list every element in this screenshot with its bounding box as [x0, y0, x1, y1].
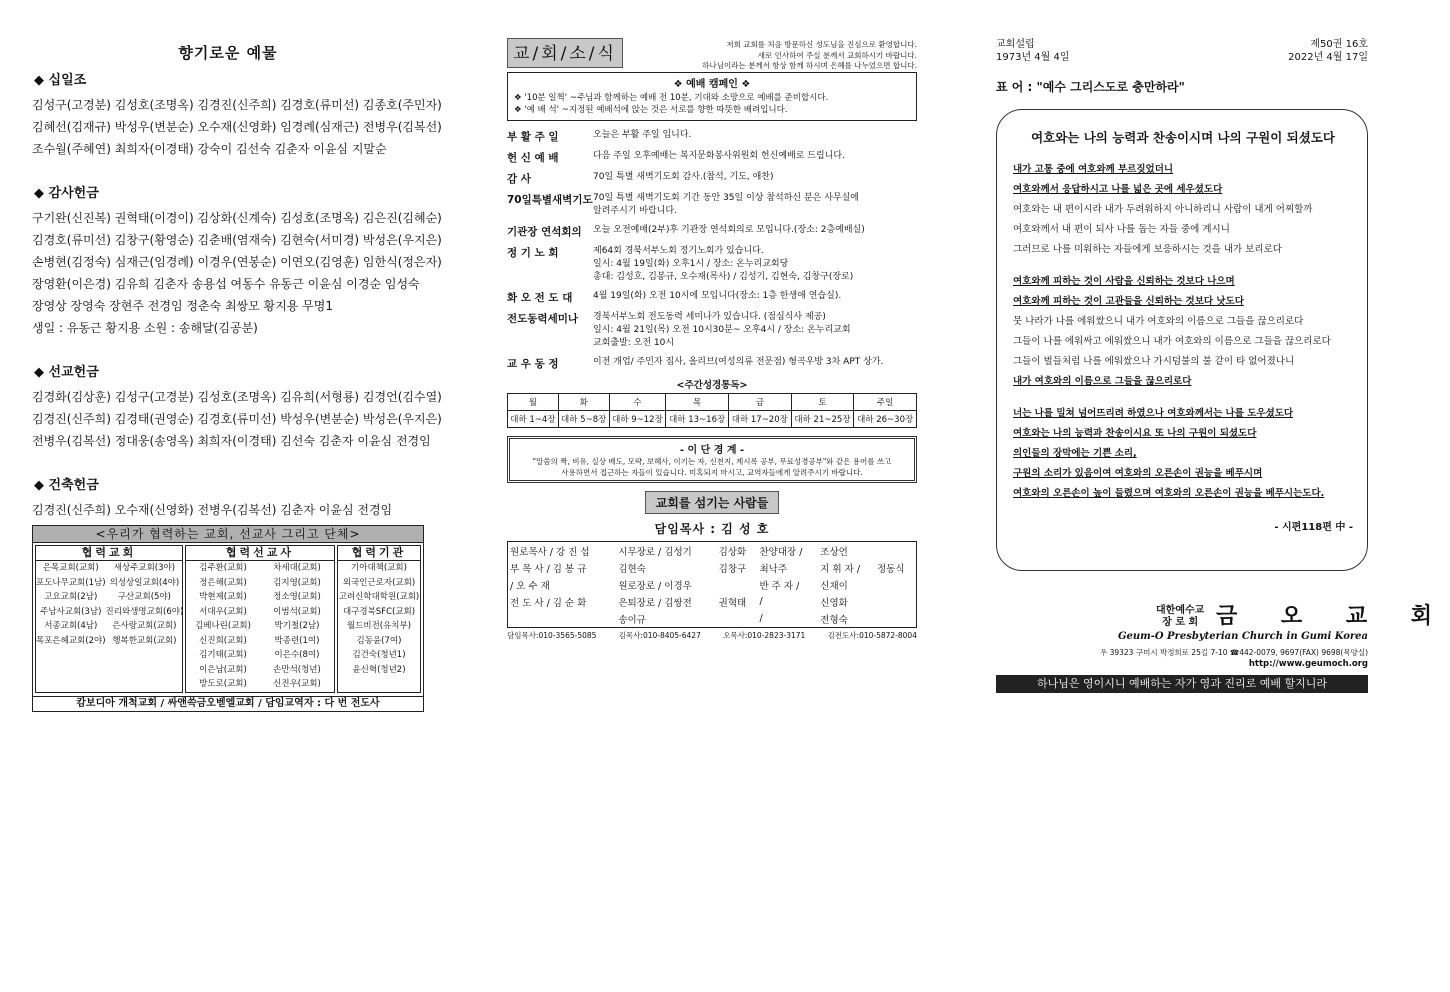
- schedule-reading: 대하 17~20장: [728, 411, 791, 428]
- verse-gap: [1013, 260, 1353, 272]
- partner-item: 외국인근로자(교회): [342, 577, 416, 588]
- server-cell: 최낙주: [759, 563, 788, 575]
- partner-item: 월드비전(유치부): [346, 621, 412, 631]
- news-line: 일시: 4월 19일(화) 오후1시 / 장소: 온누리교회당: [593, 259, 789, 269]
- partner-item: 기아대책(교회): [351, 563, 407, 573]
- scripture-verse: 여호와는 내 편이시라 내가 두려워하지 아니하리니 사람이 내게 어찌할까: [1013, 204, 1313, 215]
- partner-churches-list: [36, 561, 182, 648]
- partner-item: 이은남(교회): [199, 664, 247, 675]
- news-item: [507, 245, 917, 284]
- schedule-reading: 대하 13~16장: [666, 411, 729, 428]
- welcome-line: 저희 교회를 처음 방문하신 성도님을 진심으로 환영합니다.: [726, 40, 917, 49]
- news-line: 총대: 김성호, 김봉규, 오수재(목사) / 김성기, 김현숙, 김창구(장로): [593, 272, 854, 282]
- news-label: 부 활 주 일: [507, 131, 559, 143]
- news-text: [593, 171, 773, 186]
- building-title: ◆ 건축헌금: [34, 478, 99, 493]
- contact-number: 담임목사:010-3565-5085: [507, 631, 597, 640]
- partner-orgs-box: [337, 545, 421, 693]
- denomination-line: 장 로 회: [1162, 617, 1199, 628]
- news-label: 전도동력세미나: [507, 313, 579, 325]
- news-line: 70일 특별 새벽기도회 감사.(참석, 기도, 애찬): [593, 172, 774, 182]
- scripture-verse: 여호와께 피하는 것이 고관들을 신뢰하는 것보다 낫도다: [1013, 296, 1244, 307]
- partner-item: 포도나무교회(1남): [36, 577, 106, 588]
- warning-text: 사용하면서 접근하는 자들이 있습니다. 미혹되지 마시고, 교역자들에게 알려주시기 바랍니다.: [561, 468, 863, 477]
- worship-campaign-box: [507, 72, 917, 121]
- church-website-link[interactable]: http://www.geumoch.org: [1248, 659, 1368, 669]
- news-item: [507, 356, 917, 371]
- mission-section: [32, 361, 442, 452]
- bible-reading-title: <주간성경통독>: [676, 380, 748, 391]
- verse-gap: [1013, 392, 1353, 404]
- partner-item: 구산교회(5야): [117, 592, 171, 602]
- news-column: [507, 38, 917, 641]
- partner-item: 주남사교회(3남): [40, 606, 102, 617]
- scripture-verse: 여호와는 나의 능력과 찬송이시요 또 나의 구원이 되셨도다: [1013, 428, 1257, 439]
- scripture-verse: 그러므로 나를 미워하는 자들에게 보응하시는 것을 내가 보리로다: [1013, 244, 1282, 255]
- thanks-line: 생일 : 유동근 황지용 소원 : 송해달(김공분): [32, 321, 258, 335]
- mission-line: 김경진(신주희) 김경태(권영순) 김경호(류미선) 박성우(변분순) 박성은(우지은): [32, 412, 442, 426]
- partner-item: 새상주교회(3야): [113, 563, 176, 573]
- partner-item: 윤신혁(청년2): [352, 664, 406, 675]
- news-item: [507, 171, 917, 186]
- scripture-verse: 그들이 나를 에워싸고 에워쌌으니 내가 여호와의 이름으로 그들을 끊으리로다: [1013, 336, 1331, 347]
- partner-item: 고요교회(2남): [44, 592, 98, 602]
- senior-pastor: 담임목사 : 김 성 호: [654, 522, 770, 536]
- thanks-line: 장영상 장영숙 장현주 전경임 정춘숙 최쌍모 황지용 무명1: [32, 299, 333, 313]
- church-name-english: Geum-O Presbyterian Church in Gumi Korea: [1117, 631, 1368, 642]
- server-cell: 지 휘 자 /: [820, 563, 861, 575]
- news-text: [593, 224, 865, 239]
- scripture-banner: 하나님은 영이시니 예배하는 자가 영과 진리로 예배 할지니라: [996, 675, 1368, 693]
- thanks-line: 장영환(이은경) 김유희 김춘자 송용섭 여동수 유동근 이윤심 이경순 임성숙: [32, 277, 420, 291]
- schedule-reading: 대하 26~30장: [854, 411, 917, 428]
- partner-item: 행복한교회(교회): [112, 635, 177, 646]
- server-cell: 김현숙: [618, 563, 646, 575]
- server-cell: [508, 610, 617, 628]
- campaign-title: ❖ 예배 캠페인 ❖: [673, 79, 751, 90]
- partner-item: 정소영(교회): [273, 592, 321, 602]
- news-item: [507, 192, 917, 218]
- scripture-verse: 여호와의 오른손이 높이 들렸으며 여호와의 오른손이 권능을 베푸시는도다.: [1013, 488, 1325, 499]
- partner-item: 김주환(교회): [199, 563, 247, 573]
- building-line: 김경진(신주희) 오수재(신영화) 전병우(김복선) 김춘자 이윤심 전경임: [32, 503, 393, 517]
- server-cell: 신영화: [820, 597, 848, 609]
- thanks-line: 구기완(신진복) 권혁태(이경이) 김상화(신계숙) 김성호(조명옥) 김은진(김혜순): [32, 211, 442, 225]
- server-cell: 은퇴장로 / 김쌍전: [618, 597, 692, 609]
- news-line: 70일 특별 새벽기도회 기간 동안 35일 이상 참석하신 분은 사무실에: [593, 193, 860, 203]
- campaign-item: ❖ '예 배 석' ~지정된 예배석에 앉는 것은 서로를 향한 따뜻한 배려입니다.: [514, 105, 788, 115]
- thanks-line: 손병현(김정숙) 심재근(임경례) 이경우(연봉순) 이연오(김영훈) 임한식(정은자): [32, 255, 442, 269]
- tithe-line: 조수월(주혜연) 최희자(이경태) 강숙이 김선숙 김춘자 이윤심 지말순: [32, 142, 387, 156]
- news-text: [593, 192, 859, 218]
- partner-item: 김건숙(청년1): [352, 650, 406, 660]
- mission-title: ◆ 선교헌금: [34, 365, 99, 380]
- partner-item: 목포은혜교회(2야): [36, 635, 106, 646]
- partner-item: 박종련(1여): [274, 635, 320, 646]
- partner-orgs-title: 협력기관: [338, 546, 420, 561]
- news-line: 제64회 경북서부노회 정기노회가 있습니다.: [593, 246, 764, 256]
- server-cell: / 오 수 재: [510, 580, 550, 592]
- contact-numbers: [507, 630, 917, 641]
- denomination-line: 대한예수교: [1156, 605, 1205, 616]
- thanks-line: 김경호(류미선) 김창구(황영순) 김춘배(염재숙) 김현숙(서미경) 박성은(우지은): [32, 233, 442, 247]
- contact-number: 김목사:010-8405-6427: [618, 631, 701, 640]
- schedule-day: 토: [791, 394, 854, 411]
- servers-row: [508, 542, 917, 560]
- church-name: 금 오 교 회: [1216, 604, 1450, 629]
- tithe-line: 김성구(고경분) 김성호(조명옥) 김경진(신주희) 김경호(류미선) 김종호(주민자): [32, 98, 442, 112]
- news-text: [593, 129, 691, 144]
- news-label: 70일특별새벽기도: [507, 194, 593, 206]
- news-text: [593, 356, 883, 371]
- news-line: 경북서부노회 전도동력 세미나가 있습니다. (점심식사 제공): [593, 312, 826, 322]
- partner-item: 고려신학대학원(교회): [338, 592, 420, 602]
- schedule-day: 목: [666, 394, 729, 411]
- news-label: 정 기 노 회: [507, 247, 559, 259]
- tithe-section: [32, 69, 442, 160]
- partner-item: 박현제(교회): [199, 592, 247, 602]
- bible-reading-table: [507, 393, 917, 428]
- news-line: 알려주시기 바랍니다.: [593, 206, 677, 216]
- servers-title: 교회를 섬기는 사람들: [645, 491, 780, 514]
- server-cell: 권혁태: [718, 597, 747, 609]
- partner-item: 김기태(교회): [199, 650, 247, 660]
- cover-column: [996, 38, 1450, 693]
- issue-number: 제50권 16호: [1310, 39, 1368, 50]
- news-item: [507, 290, 917, 305]
- partner-item: 방도로(교회): [199, 679, 247, 689]
- partner-item: 박기철(2남): [274, 621, 320, 631]
- news-text: [593, 290, 841, 305]
- scripture-verse: 내가 고통 중에 여호와께 부르짖었더니: [1013, 164, 1174, 175]
- offerings-title: 향기로운 예물: [178, 44, 278, 62]
- publication-info: [996, 38, 1368, 64]
- partner-item: 손만석(청년): [273, 664, 321, 675]
- partners-footer: 캄보디아 개척교회 / 싸앤쓱금오벧엘교회 / 담임교역자 : 다 번 전도사: [33, 696, 423, 711]
- servers-row: [508, 610, 917, 628]
- partners-box: [32, 525, 424, 712]
- news-text: [593, 150, 845, 165]
- welcome-message: [623, 38, 917, 70]
- partners-header: <우리가 협력하는 교회, 선교사 그리고 단체>: [33, 526, 423, 543]
- news-line: 다음 주일 오후예배는 복지문화봉사위원회 헌신예배로 드립니다.: [593, 151, 845, 161]
- church-identity: [996, 593, 1450, 673]
- news-title: 교/회/소/식: [507, 38, 623, 68]
- news-label: 화 오 전 도 대: [507, 292, 573, 304]
- warning-text: "말씀의 짝, 비유, 실상 배도, 모략, 보혜사, 이기는 자, 신천지, 계시록 공부, 무료성경공부"와 같은 용어를 쓰고: [532, 457, 892, 466]
- news-text: [593, 245, 853, 284]
- church-motto: 표 어 : "예수 그리스도로 충만하라": [996, 80, 1185, 94]
- thanks-section: [32, 182, 442, 339]
- building-section: [32, 474, 424, 521]
- church-address: 우 39323 구미시 박정희로 25길 7-10 ☎442-0079, 9697(FAX) 9698(목양실): [1099, 648, 1368, 657]
- news-label: 감 사: [507, 173, 531, 185]
- servers-table: [507, 541, 917, 628]
- news-line: 이전 개업/ 주민자 집사, 올리브(여성의류 전문점) 형곡우방 3차 APT 상가.: [593, 357, 884, 367]
- servers-row: [508, 559, 917, 576]
- welcome-line: 새로 인사하여 주실 분께서 교회하시기 바랍니다.: [757, 50, 917, 60]
- warning-title: - 이 단 경 계 -: [679, 445, 745, 456]
- server-cell: 김창구: [718, 563, 747, 575]
- news-line: 4월 19일(화) 오전 10시에 모입니다(장소: 1층 한생애 연습실).: [593, 291, 842, 301]
- server-cell: 정동식: [876, 563, 905, 575]
- offerings-column: [32, 38, 442, 712]
- schedule-day: 화: [558, 394, 609, 411]
- partner-orgs-list: [338, 561, 420, 677]
- schedule-reading: 대하 21~25장: [791, 411, 854, 428]
- news-line: 오늘은 부활 주일 입니다.: [593, 130, 692, 140]
- scripture-verse: 여호와께 피하는 것이 사람을 신뢰하는 것보다 나으며: [1013, 276, 1235, 287]
- scripture-verse: 너는 나를 밀쳐 넘어뜨리려 하였으나 여호와께서는 나를 도우셨도다: [1013, 408, 1294, 419]
- partner-churches-title: 협력교회: [36, 546, 182, 561]
- partner-item: 이은수(8여): [274, 650, 320, 660]
- partner-item: 은목교회(교회): [42, 563, 99, 573]
- partner-item: 진리와생명교회(6야): [105, 606, 184, 617]
- news-item: [507, 224, 917, 239]
- schedule-day: 수: [609, 394, 666, 411]
- server-cell: 시무장로 / 김성기: [618, 546, 692, 558]
- server-cell: 신채이: [820, 580, 848, 592]
- scripture-verse: 뭇 나라가 나를 에워쌌으니 내가 여호와의 이름으로 그들을 끊으리로다: [1013, 316, 1304, 327]
- partner-item: 은사랑교회(교회): [112, 621, 177, 631]
- news-line: 오늘 오전예배(2부)후 기관장 연석회의로 모입니다.(장소: 2층예배실): [593, 225, 865, 235]
- contact-number: 김전도사:010-5872-8004: [827, 631, 917, 640]
- heresy-warning-box: [507, 436, 917, 483]
- server-cell: [717, 576, 758, 593]
- servers-row: [508, 593, 917, 610]
- server-cell: 반 주 자 /: [759, 580, 800, 592]
- schedule-day: 금: [728, 394, 791, 411]
- partner-item: 김동윤(7여): [356, 635, 402, 646]
- scripture-verse: 구원의 소리가 있음이여 여호와의 오른손이 권능을 베푸시며: [1013, 468, 1263, 479]
- scripture-verses: [1013, 160, 1353, 504]
- schedule-reading: 대하 1~4장: [508, 411, 559, 428]
- server-cell: /: [759, 613, 763, 624]
- news-item: [507, 311, 917, 350]
- partner-item: 대구경북SFC(교회): [342, 606, 416, 617]
- scripture-box: [996, 109, 1368, 571]
- news-line: 일시: 4월 21일(목) 오전 10시30분~ 오후4시 / 장소: 온누리교회: [593, 325, 851, 335]
- news-label: 헌 신 예 배: [507, 152, 559, 164]
- server-cell: 전형숙: [820, 614, 848, 626]
- partner-item: 차세대(교회): [273, 563, 321, 573]
- schedule-reading: 대하 9~12장: [609, 411, 666, 428]
- partner-item: 김지영(교회): [273, 577, 321, 588]
- partner-item: 의성상일교회(4야): [109, 577, 180, 588]
- server-cell: 조상언: [820, 546, 848, 558]
- founded-date: 1973년 4월 4일: [996, 52, 1070, 63]
- partner-item: 서종교회(4남): [44, 621, 98, 631]
- news-item: [507, 129, 917, 144]
- partner-churches-box: [35, 545, 183, 693]
- server-cell: 원로목사 / 강 진 섭: [510, 546, 590, 558]
- scripture-verse: 그들이 벌들처럼 나를 에워쌌으나 가시덤불의 불 같이 타 없어졌나니: [1013, 356, 1295, 367]
- partner-item: 정은해(교회): [199, 577, 247, 588]
- server-cell: 찬양대장 /: [759, 546, 803, 558]
- schedule-reading: 대하 5~8장: [558, 411, 609, 428]
- mission-line: 전병우(김복선) 정대웅(송영옥) 최희자(이경태) 김선숙 김춘자 이윤심 전경임: [32, 434, 431, 448]
- server-cell: 부 목 사 / 김 봉 규: [510, 563, 587, 575]
- scripture-title: 여호와는 나의 능력과 찬송이시며 나의 구원이 되셨도다: [1031, 130, 1335, 145]
- thanks-title: ◆ 감사헌금: [34, 186, 99, 201]
- partner-item: 신진우(교회): [273, 679, 321, 689]
- scripture-verse: 내가 여호와의 이름으로 그들을 끊으리로다: [1013, 376, 1192, 387]
- partner-missionaries-box: [185, 545, 335, 693]
- scripture-verse: 의인들의 장막에는 기쁜 소리,: [1013, 448, 1137, 459]
- schedule-day: 월: [508, 394, 559, 411]
- server-cell: 원로장로 / 이경우: [618, 580, 692, 592]
- news-list: [507, 129, 917, 371]
- partner-item: 서대우(교회): [199, 606, 247, 617]
- contact-number: 오목사:010-2823-3171: [723, 631, 806, 640]
- scripture-reference: - 시편118편 中 -: [1274, 522, 1353, 533]
- issue-date: 2022년 4월 17일: [1288, 52, 1368, 63]
- server-cell: 김상화: [718, 546, 747, 558]
- partner-item: 김베나린(교회): [195, 621, 251, 631]
- server-cell: /: [759, 596, 763, 607]
- news-label: 교 우 동 정: [507, 358, 559, 370]
- news-item: [507, 150, 917, 165]
- scripture-verse: 여호와께서 응답하시고 나를 넓은 곳에 세우셨도다: [1013, 184, 1223, 195]
- news-label: 기관장 연석회의: [507, 226, 582, 238]
- scripture-verse: 여호와께서 내 편이 되사 나를 돕는 자들 중에 계시니: [1013, 224, 1230, 235]
- welcome-line: 하나님이라는 분께서 항상 함께 하시며 은혜를 나누었으면 합니다.: [702, 61, 917, 70]
- server-cell: [717, 610, 758, 628]
- partner-item: 신진희(교회): [199, 635, 247, 646]
- schedule-day: 주일: [854, 394, 917, 411]
- news-text: [593, 311, 851, 350]
- tithe-title: ◆ 십일조: [34, 73, 87, 88]
- mission-line: 김경화(김상훈) 김성구(고경분) 김성호(조명옥) 김유희(서형룡) 김경언(김수열): [32, 390, 442, 404]
- server-cell: 전 도 사 / 김 순 화: [510, 597, 587, 609]
- news-line: 교회출발: 오전 10시: [593, 338, 675, 348]
- partner-item: 이범석(교회): [273, 606, 321, 617]
- servers-row: [508, 576, 917, 593]
- denomination: [1156, 605, 1204, 629]
- campaign-item: ❖ '10분 일찍' ~주님과 함께하는 예배 전 10분, 기대와 소망으로 예배를 준비합시다.: [514, 93, 829, 103]
- server-cell: 송이규: [618, 614, 646, 626]
- partner-missionaries-title: 협력선교사: [186, 546, 334, 561]
- partner-missionaries-list: [186, 561, 334, 692]
- founded-label: 교회설립: [996, 39, 1035, 50]
- tithe-line: 김혜선(김재규) 박성우(변분순) 오수재(신영화) 임경례(심재근) 전병우(김복선): [32, 120, 442, 134]
